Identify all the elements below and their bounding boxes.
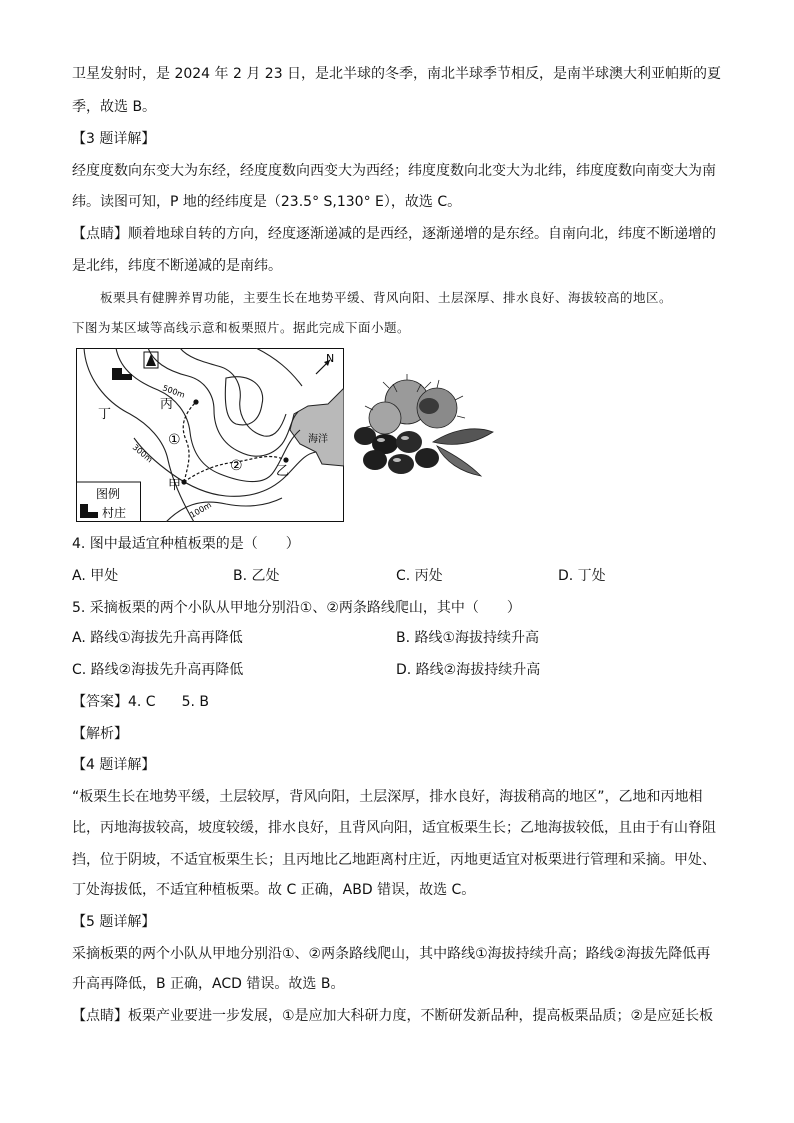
analysis-label: 【解析】: [72, 726, 128, 742]
q5-option-a[interactable]: A. 路线①海拔先升高再降低: [72, 630, 243, 646]
place-ding: 丁: [98, 407, 112, 422]
answer-line: [72, 692, 724, 712]
text-line: 丁处海拔低，不适宜种植板栗。故 C 正确，ABD 错误，故选 C。: [72, 882, 476, 898]
point-jia: [181, 479, 186, 484]
contour-label-300: 300m: [130, 442, 155, 465]
text-line: 挡，位于阴坡，不适宜板栗生长；且丙地比乙地距离村庄近，丙地更适宜对板栗进行管理和采摘。甲处、: [72, 852, 716, 868]
route-2-label: ②: [230, 458, 243, 474]
q4-option-d[interactable]: D. 丁处: [558, 568, 606, 584]
tip-line: 【点睛】顺着地球自转的方向，经度逐渐递减的是西经，逐渐递增的是东经。自南向北，纬度不断递增的: [72, 226, 716, 242]
point-yi: [283, 457, 288, 462]
place-bing: 丙: [160, 397, 174, 412]
section-heading: 【3 题详解】: [72, 131, 156, 147]
tip-line: 【点睛】板栗产业要进一步发展，①是应加大科研力度，不断研发新品种，提高板栗品质；②是应延长板: [72, 1008, 714, 1024]
q5-option-d[interactable]: D. 路线②海拔持续升高: [396, 662, 541, 678]
q4-option-a[interactable]: A. 甲处: [72, 568, 119, 584]
text-line: 经度度数向东变大为东经，经度度数向西变大为西经；纬度度数向北变大为北纬，纬度度数向南变大为南: [72, 163, 716, 179]
answer-q4: 4. C: [128, 694, 156, 710]
intro-line: 板栗具有健脾养胃功能，主要生长在地势平缓、背风向阳、土层深厚、排水良好、海拔较高的地区。: [100, 290, 673, 305]
point-bing: [193, 399, 198, 404]
intro-line: 下图为某区域等高线示意和板栗照片。据此完成下面小题。: [72, 320, 411, 335]
route-1-label: ①: [168, 432, 181, 448]
chestnut-photo: [345, 372, 495, 482]
text-line: 纬。读图可知，P 地的经纬度是（23.5° S,130° E），故选 C。: [72, 194, 462, 210]
text-line: 比，丙地海拔较高，坡度较缓，排水良好，且背风向阳，适宜板栗生长；乙地海拔较低，且由于有山脊阻: [72, 820, 716, 836]
section-heading: 【5 题详解】: [72, 914, 156, 930]
legend-title: 图例: [96, 487, 121, 501]
north-label: N: [326, 352, 335, 365]
q5-option-c[interactable]: C. 路线②海拔先升高再降低: [72, 662, 244, 678]
q4-option-c[interactable]: C. 丙处: [396, 568, 443, 584]
text-line: 升高再降低，B 正确，ACD 错误。故选 B。: [72, 976, 345, 992]
question-4-stem: 4. 图中最适宜种植板栗的是（ ）: [72, 536, 300, 552]
question-5-stem: 5. 采摘板栗的两个小队从甲地分别沿①、②两条路线爬山，其中（ ）: [72, 600, 521, 616]
contour-label-100: 100m: [188, 500, 213, 520]
place-yi: 乙: [276, 464, 290, 479]
text-line: “板栗生长在地势平缓，土层较厚，背风向阳，土层深厚，排水良好，海拔稍高的地区”，乙地和丙地相: [72, 789, 703, 805]
place-jia: 甲: [168, 478, 182, 493]
q5-option-b[interactable]: B. 路线①海拔持续升高: [396, 630, 540, 646]
section-heading: 【4 题详解】: [72, 757, 156, 773]
answer-label: 【答案】: [72, 694, 128, 710]
text-line: 采摘板栗的两个小队从甲地分别沿①、②两条路线爬山，其中路线①海拔持续升高；路线②海拔先降低再: [72, 946, 711, 962]
q4-option-b[interactable]: B. 乙处: [233, 568, 280, 584]
contour-map: [76, 348, 344, 522]
text-line: 是北纬，纬度不断递减的是南纬。: [72, 258, 282, 274]
answer-q5: 5. B: [181, 694, 210, 710]
sea-label: 海洋: [308, 434, 328, 445]
contour-label-500: 500m: [161, 383, 187, 400]
text-line: 季，故选 B。: [72, 99, 157, 115]
legend-village-label: 村庄: [102, 506, 127, 520]
text-line: 卫星发射时，是 2024 年 2 月 23 日，是北半球的冬季，南北半球季节相反，是南半球澳大利亚帕斯的夏: [72, 66, 722, 82]
